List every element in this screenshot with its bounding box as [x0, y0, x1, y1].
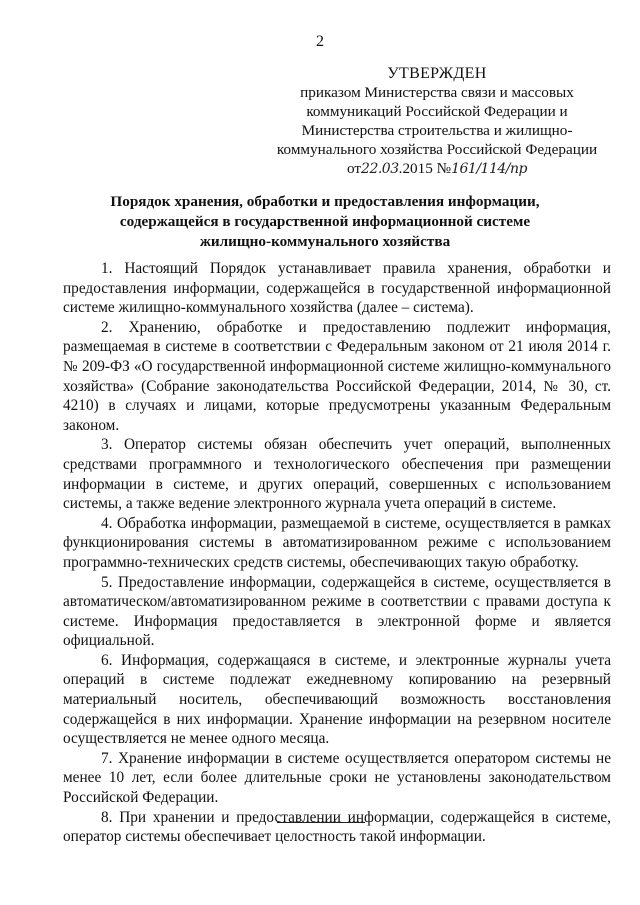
- approval-line: коммунального хозяйства Российской Федерации: [276, 141, 598, 158]
- handwritten-date: 22.03: [361, 161, 399, 177]
- paragraph: 8. При хранении и предоставлении информации, содержащейся в системе, оператор системы обеспечивает целостность такой информации.: [63, 808, 611, 846]
- date-prefix: от: [347, 160, 362, 177]
- paragraph: 3. Оператор системы обязан обеспечить учет операций, выполненных средствами программного и технологического обеспечения при размещении информации в системе, и других операций, совершенных с использованием системы, а также ведение электронного журнала учета операций в системе.: [63, 436, 611, 513]
- handwritten-number: 161/114/пр: [451, 161, 527, 177]
- approval-block: [272, 64, 602, 179]
- approval-heading: УТВЕРЖДЕН: [387, 65, 487, 82]
- paragraph: 6. Информация, содержащаяся в системе, и электронные журналы учета операций в системе подлежат ежедневному копированию на резервный материальный носитель, обеспечивающий возможность восстановления содержащейся в них информации. Хранение информации на резервном носителе осуществляется не менее одного месяца.: [63, 651, 611, 748]
- document-body: [63, 259, 611, 847]
- paragraph: 1. Настоящий Порядок устанавливает правила хранения, обработки и предоставления информации, содержащейся в государственной информационной системе жилищно-коммунального хозяйства (далее – система).: [63, 260, 611, 317]
- number-prefix: №: [436, 160, 452, 177]
- page-number: 2: [316, 33, 324, 50]
- paragraph: 2. Хранению, обработке и предоставлению подлежит информация, размещаемая в системе в соответствии с Федеральным законом от 21 июля 2014 г. № 209-ФЗ «О государственной информационной системе жилищно-коммунального хозяйства» (Собрание законодательства Российской Федерации, 2014, № 30, ст. 4210) в случаях и лицами, которые предусмотрены указанным Федеральным законом.: [63, 318, 611, 434]
- approval-line: приказом Министерства связи и массовых: [300, 84, 574, 101]
- approval-line: Министерства строительства и жилищно-: [301, 122, 573, 139]
- document-title: Порядок хранения, обработки и предоставления информации, содержащейся в государственной информационной системе жилищно-коммунального хозяйства: [110, 193, 540, 250]
- paragraph: 4. Обработка информации, размещаемой в системе, осуществляется в рамках функционирования системы в автоматизированном режиме с использованием программно-технических средств системы, обеспечивающих такую обработку.: [63, 514, 611, 571]
- paragraph: 5. Предоставление информации, содержащейся в системе, осуществляется в автоматическом/автоматизированном режиме в соответствии с правами доступа к системе. Информация предоставляется в электронной форме и является официальной.: [63, 573, 611, 650]
- approval-line: коммуникаций Российской Федерации и: [306, 103, 568, 120]
- approval-date-line: [272, 159, 602, 179]
- date-year: .2015: [398, 160, 433, 177]
- paragraph: 7. Хранение информации в системе осуществляется оператором системы не менее 10 лет, если более длительные сроки не установлены законодательством Российской Федерации.: [63, 749, 611, 807]
- end-divider: [277, 822, 365, 823]
